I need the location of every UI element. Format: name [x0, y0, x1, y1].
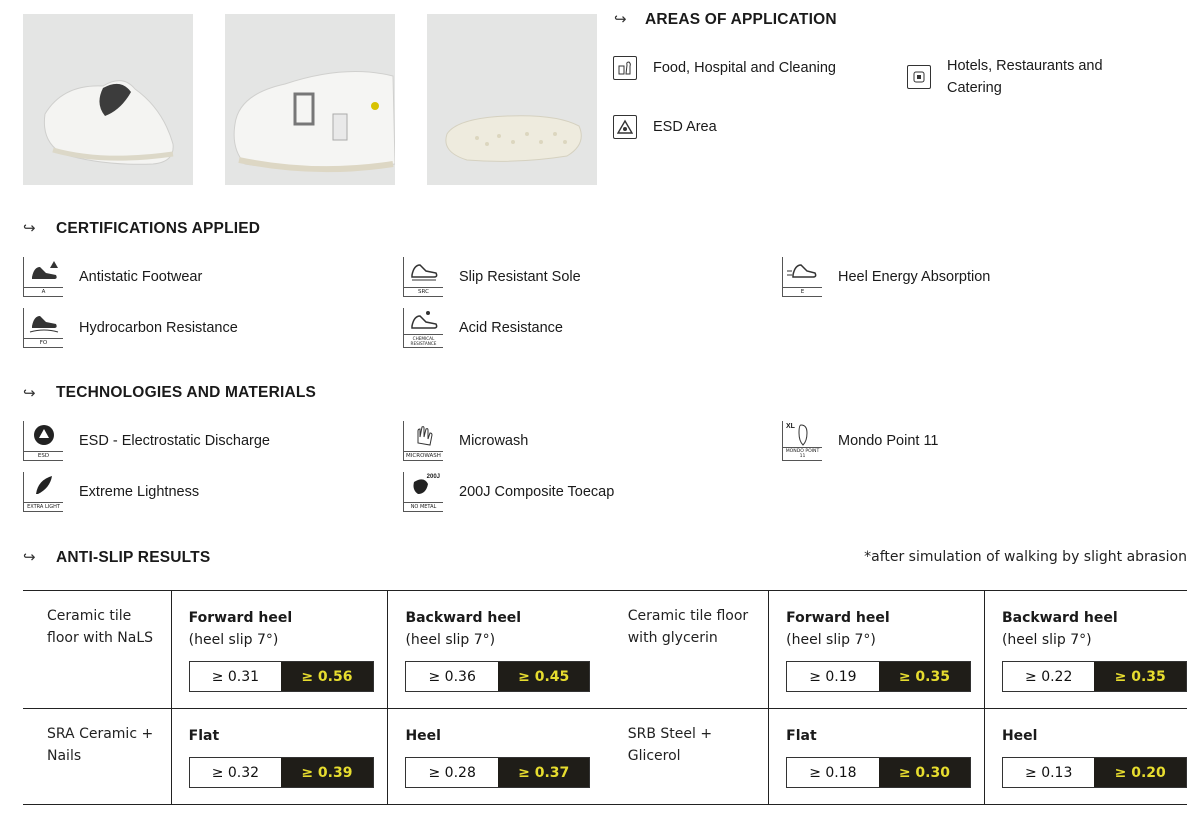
cert-item-acid — [403, 308, 563, 348]
area-label: ESD Area — [653, 119, 717, 135]
tech-item-light — [23, 472, 199, 512]
tech-label: ESD - Electrostatic Discharge — [79, 433, 270, 449]
antislip-table — [23, 590, 1187, 805]
section-arrow-icon: ↪ — [23, 220, 36, 237]
test-cell: Forward heel (heel slip 7°) ≥ 0.19 ≥ 0.35 — [769, 591, 984, 692]
value-badge: ≥ 0.19 ≥ 0.35 — [786, 661, 971, 692]
value-badge: ≥ 0.32 ≥ 0.39 — [189, 757, 374, 788]
test-cell: Heel ≥ 0.28 ≥ 0.37 — [388, 709, 603, 788]
surface-label: Ceramic tile floor with NaLS — [47, 608, 154, 646]
esd-icon: ESD — [23, 421, 63, 461]
technologies-title: TECHNOLOGIES AND MATERIALS — [56, 384, 317, 401]
antistatic-shoe-icon: A — [23, 257, 63, 297]
antislip-title: ANTI-SLIP RESULTS — [56, 549, 211, 566]
area-label: Food, Hospital and Cleaning — [653, 60, 836, 76]
section-arrow-icon: ↪ — [614, 11, 627, 28]
value-badge: ≥ 0.31 ≥ 0.56 — [189, 661, 374, 692]
value-badge: ≥ 0.28 ≥ 0.37 — [405, 757, 590, 788]
hydrocarbon-icon: FO — [23, 308, 63, 348]
tech-item-toecap — [403, 472, 614, 512]
product-photo-side[interactable] — [23, 14, 193, 185]
value-badge: ≥ 0.13 ≥ 0.20 — [1002, 757, 1187, 788]
value-badge: ≥ 0.36 ≥ 0.45 — [405, 661, 590, 692]
tech-item-esd — [23, 421, 270, 461]
feather-icon: EXTRA LIGHT — [23, 472, 63, 512]
heel-energy-icon: E — [782, 257, 822, 297]
test-cell: Backward heel (heel slip 7°) ≥ 0.36 ≥ 0.45 — [388, 591, 603, 692]
esd-area-icon — [613, 115, 637, 139]
tech-item-mondo — [782, 421, 939, 461]
cert-label: Heel Energy Absorption — [838, 269, 991, 285]
certifications-title: CERTIFICATIONS APPLIED — [56, 220, 261, 237]
tech-item-microwash — [403, 421, 528, 461]
areas-title: AREAS OF APPLICATION — [645, 11, 837, 28]
value-badge: ≥ 0.22 ≥ 0.35 — [1002, 661, 1187, 692]
area-label: Hotels, Restaurants and Catering — [947, 58, 1103, 96]
slip-resistant-icon: SRC — [403, 257, 443, 297]
test-cell: Forward heel (heel slip 7°) ≥ 0.31 ≥ 0.56 — [172, 591, 388, 692]
cert-label: Antistatic Footwear — [79, 269, 203, 285]
test-cell: Heel ≥ 0.13 ≥ 0.20 — [985, 709, 1187, 788]
cert-label: Hydrocarbon Resistance — [79, 320, 238, 336]
area-item-esd — [613, 115, 717, 139]
foot-size-icon: XL MONDO POINT 11 — [782, 421, 822, 461]
surface-label: SRA Ceramic + Nails — [47, 726, 154, 764]
product-photo-sole[interactable] — [427, 14, 597, 185]
surface-label: Ceramic tile floor with glycerin — [627, 608, 749, 646]
table-row — [23, 709, 1187, 805]
tech-label: Extreme Lightness — [79, 484, 200, 500]
cert-item-heel-energy — [782, 257, 990, 297]
area-item-food — [613, 56, 836, 80]
tech-label: Microwash — [459, 433, 529, 449]
test-cell: Flat ≥ 0.18 ≥ 0.30 — [769, 709, 984, 788]
toecap-icon: 200J NO METAL — [403, 472, 443, 512]
cert-item-antistatic — [23, 257, 202, 297]
cert-item-hydrocarbon — [23, 308, 238, 348]
antislip-note: *after simulation of walking by slight abrasion — [864, 549, 1187, 565]
test-cell: Backward heel (heel slip 7°) ≥ 0.22 ≥ 0.35 — [985, 591, 1187, 692]
section-arrow-icon: ↪ — [23, 549, 36, 566]
tech-label: Mondo Point 11 — [838, 433, 939, 449]
acid-resistance-icon: CHEMICAL RESISTANCE — [403, 308, 443, 348]
cert-item-slip — [403, 257, 581, 297]
value-badge: ≥ 0.18 ≥ 0.30 — [786, 757, 971, 788]
microwash-icon: MICROWASH — [403, 421, 443, 461]
product-photo-front[interactable] — [225, 14, 395, 185]
area-item-hotels — [907, 56, 1167, 99]
cert-label: Acid Resistance — [459, 320, 563, 336]
table-row — [23, 591, 1187, 709]
cert-label: Slip Resistant Sole — [459, 269, 581, 285]
tech-label: 200J Composite Toecap — [459, 484, 615, 500]
surface-label: SRB Steel + Glicerol — [627, 726, 713, 764]
food-hospital-icon — [613, 56, 637, 80]
test-cell: Flat ≥ 0.32 ≥ 0.39 — [172, 709, 388, 788]
section-arrow-icon: ↪ — [23, 385, 36, 402]
hotel-icon — [907, 65, 931, 89]
